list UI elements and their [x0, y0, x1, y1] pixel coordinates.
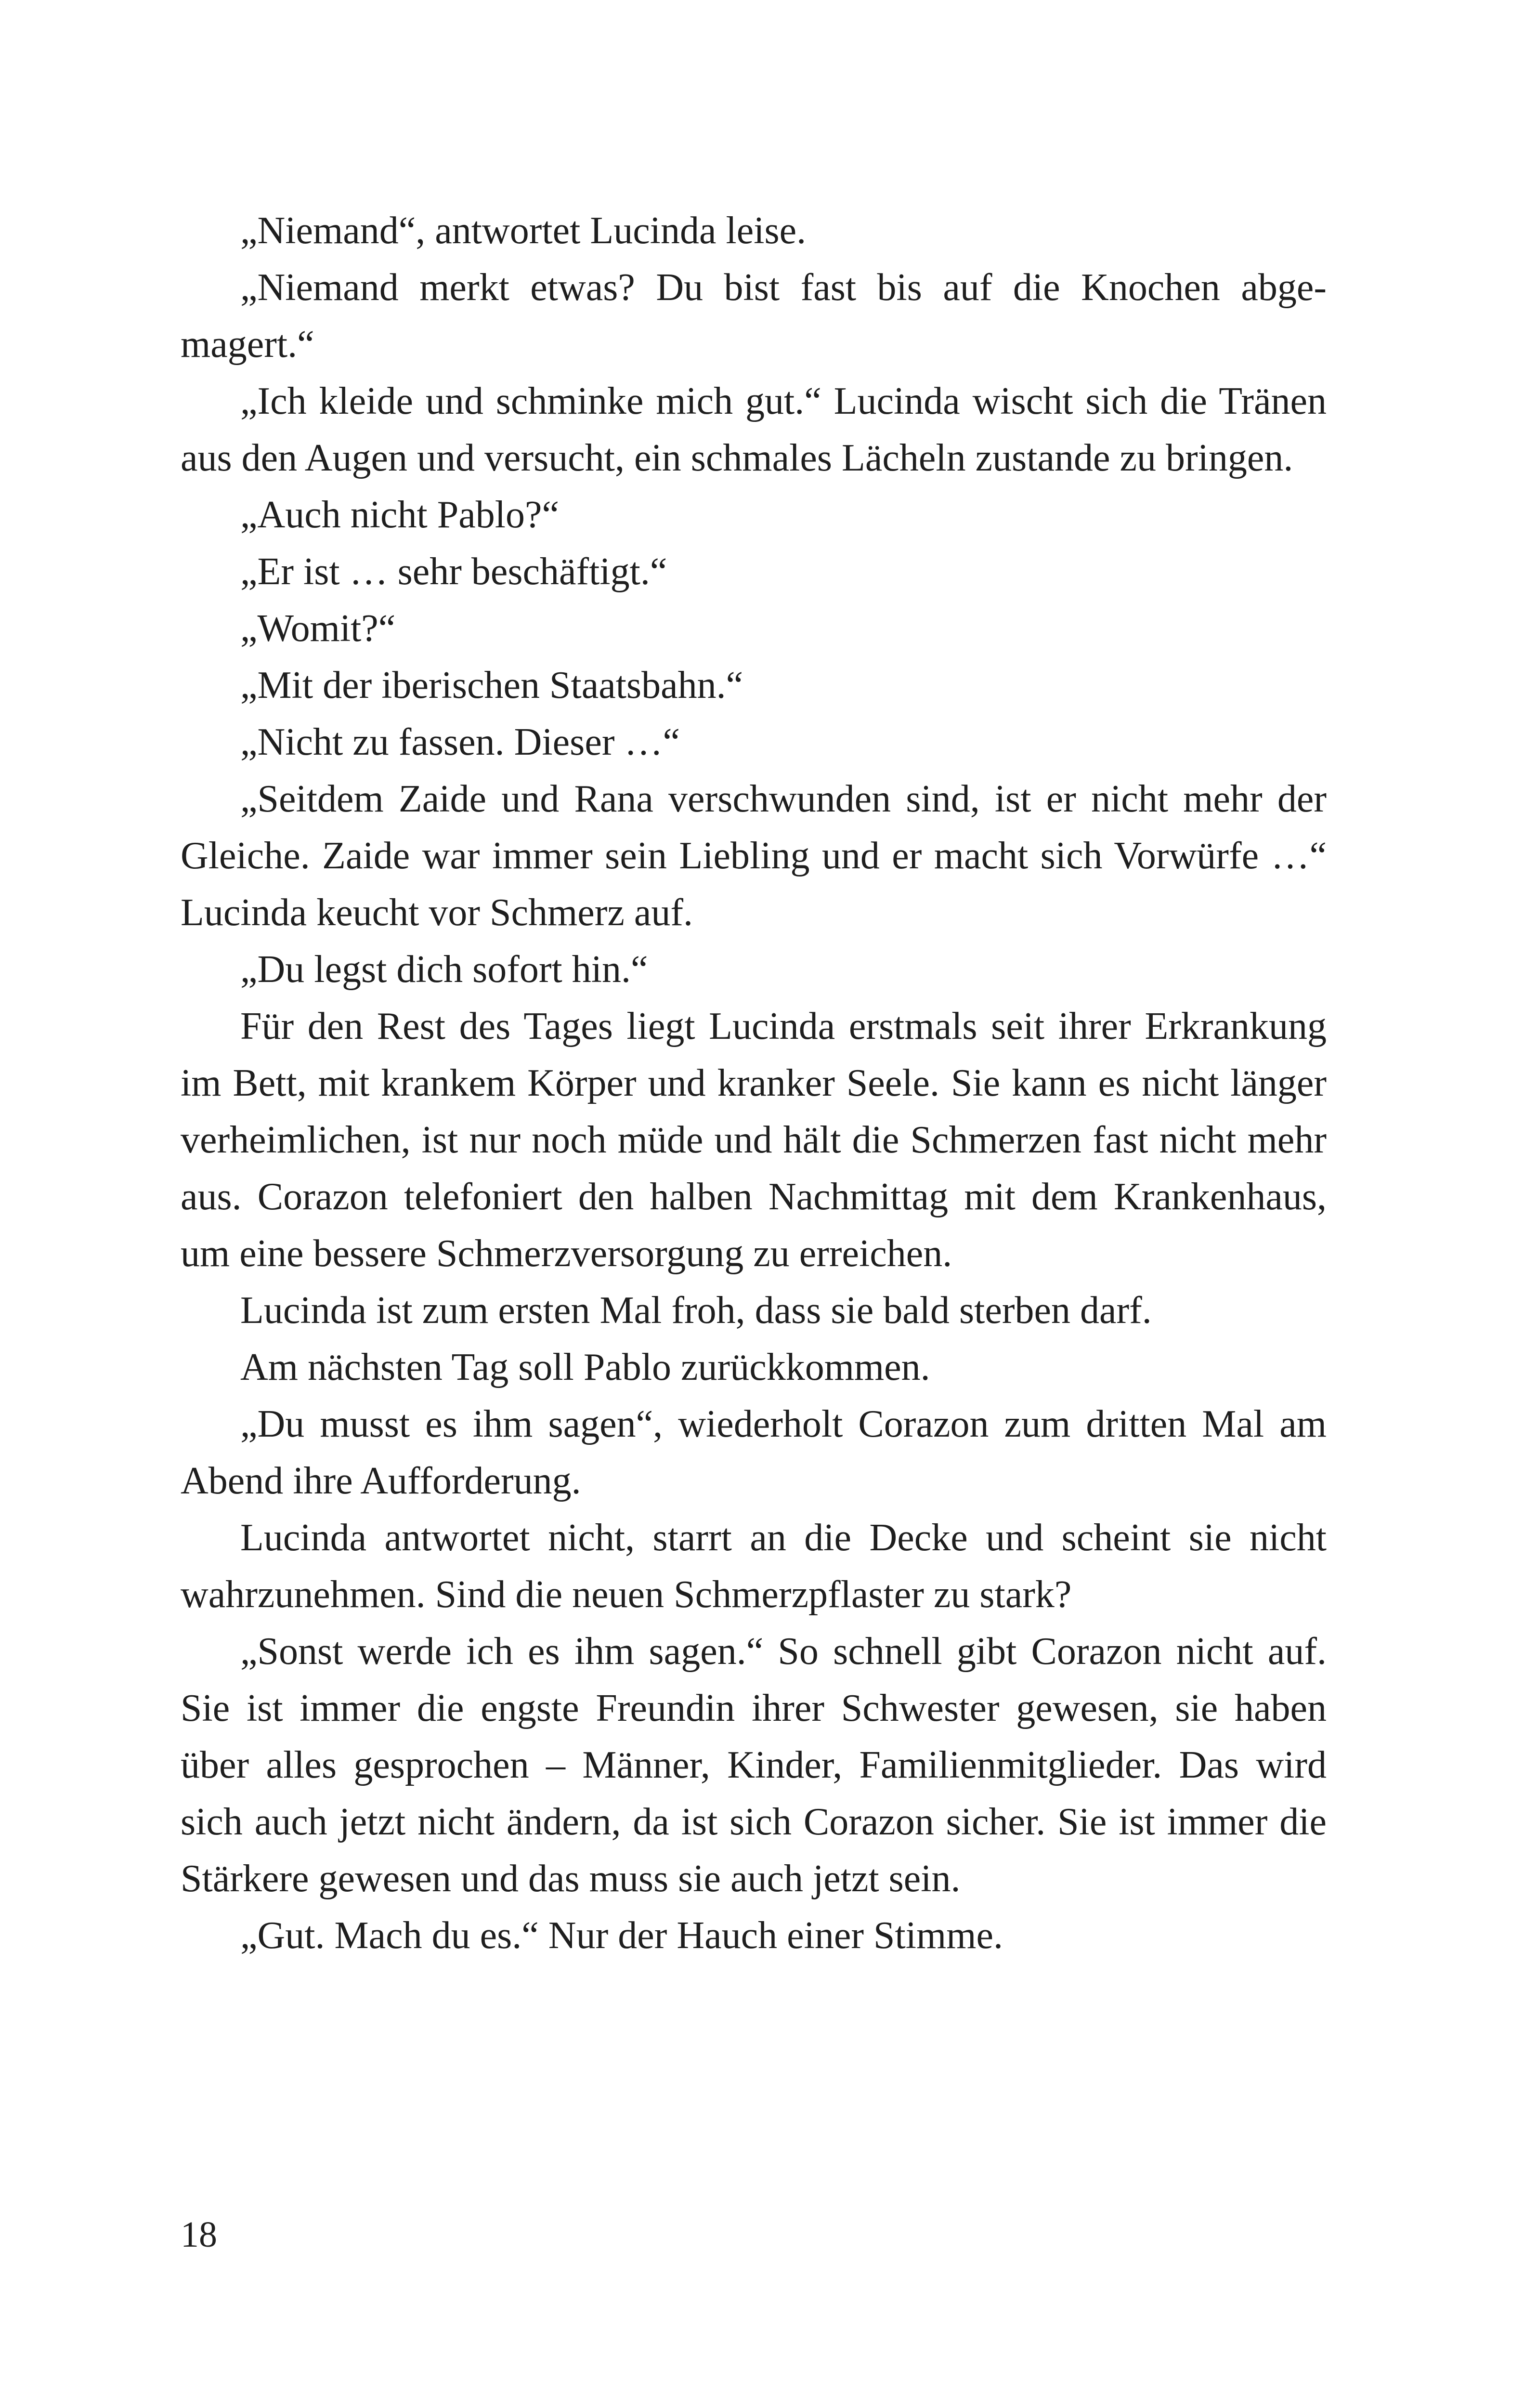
- paragraph: „Er ist … sehr beschäftigt.“: [240, 550, 667, 593]
- paragraph: „Niemand“, antwortet Lucinda leise.: [240, 209, 807, 252]
- paragraph: Lucinda ist zum ersten Mal froh, dass sie bald sterben darf.: [240, 1289, 1152, 1332]
- page-number: 18: [181, 2214, 217, 2255]
- paragraph: „Sonst werde ich es ihm sagen.“ So schnell gibt Corazon nicht auf. Sie ist immer die engste Freundin ihrer Schwester gewesen, sie haben über alles gesprochen – Männer, Kinder, Familienmitglieder. Das wird sich auch jetzt nicht ändern, da ist sich Corazon sicher. Sie ist immer die Stärkere gewesen und das muss sie auch jetzt sein.: [181, 1630, 1327, 1900]
- paragraph: „Ich kleide und schminke mich gut.“ Lucinda wischt sich die Tränen aus den Augen und versucht, ein schmales Lächeln zustande zu bringen.: [181, 380, 1327, 479]
- paragraph: „Niemand merkt etwas? Du bist fast bis auf die Knochen abgemagert.“: [181, 266, 1327, 366]
- paragraph: „Nicht zu fassen. Dieser …“: [240, 721, 680, 763]
- paragraph: Lucinda antwortet nicht, starrt an die Decke und scheint sie nicht wahrzunehmen. Sind die neuen Schmerzpflaster zu stark?: [181, 1517, 1327, 1616]
- paragraph: Für den Rest des Tages liegt Lucinda erstmals seit ihrer Erkrankung im Bett, mit krankem Körper und kranker Seele. Sie kann es nicht länger verheimlichen, ist nur noch müde und hält die Schmerzen fast nicht mehr aus. Corazon telefoniert den halben Nachmittag mit dem Krankenhaus, um eine bessere Schmerzversorgung zu erreichen.: [181, 1005, 1327, 1275]
- paragraph: „Du musst es ihm sagen“, wiederholt Corazon zum dritten Mal am Abend ihre Aufforderung.: [181, 1403, 1327, 1502]
- paragraph: „Du legst dich sofort hin.“: [240, 948, 648, 991]
- body-text: [181, 202, 1327, 1964]
- paragraph: „Auch nicht Pablo?“: [240, 494, 559, 536]
- paragraph: „Womit?“: [240, 607, 396, 650]
- paragraph: „Gut. Mach du es.“ Nur der Hauch einer Stimme.: [240, 1914, 1003, 1957]
- paragraph: Am nächsten Tag soll Pablo zurückkommen.: [240, 1346, 930, 1388]
- paragraph: „Seitdem Zaide und Rana verschwunden sind, ist er nicht mehr der Gleiche. Zaide war immer sein Liebling und er macht sich Vorwürfe …“ Lucinda keucht vor Schmerz auf.: [181, 778, 1327, 934]
- paragraph: „Mit der iberischen Staatsbahn.“: [240, 664, 743, 707]
